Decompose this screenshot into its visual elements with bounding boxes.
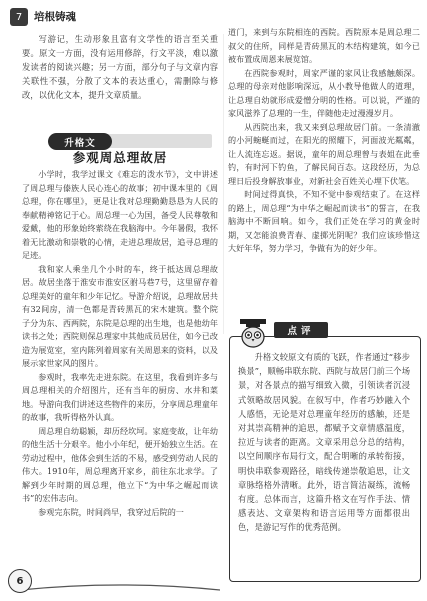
- article-paragraph: 小学时，我学过课文《难忘的泼水节》，文中讲述了周总理与傣族人民心连心的故事；初中课本里的《周总理，你在哪里》，更是让我对总理勤勤恳恳为人民的奉献精神铭记于心。周总理一心为国，备受人民尊敬和爱戴，他的形象始终萦绕在我脑海中。今年暑假，我怀着无比激动和崇敬的心情，走进总理故居，追寻总理的足迹。: [22, 169, 218, 260]
- section-badge: 7: [10, 8, 28, 26]
- article-body-left: [22, 168, 218, 519]
- section-title: 培根铸魂: [34, 11, 76, 23]
- intro-paragraph: 写游记，生动形象且富有文学性的语言至关重要。原文一方面，没有运用修辞，行文平淡，难以激发读者的阅读兴趣；另一方面，部分句子与文章内容关联性不强，分散了文本的表达重心，需删除与修改，以优化文本，提升文章质量。: [22, 34, 218, 100]
- article-paragraph: 参观完东院，时间尚早，我穿过后院的一: [38, 506, 184, 517]
- article-paragraph: 时间过得真快，不知不觉中参观结束了。在这样的路上，周总理“为中华之崛起而读书”的誓言，在我脑海中不断回响。如今，我们正处在学习的黄金时期，又怎能浪费青春、虚掷光阴呢？我们应该珍惜这大好年华，努力学习，争做有为的好少年。: [228, 189, 420, 253]
- page-number: 6: [8, 569, 32, 593]
- comment-text: 升格文较原文有质的飞跃，作者通过“移步换景”，顺畅串联东院、西院与故居门前三个场景，对各景点的描写细致入微，引领读者沉浸式领略故居风貌。在叙写中，作者巧妙融入个人感悟，无论是对总理童年经历的感触，还是对其崇高精神的追思，都赋予文章情感温度，拉近与读者的距离。文章采用总分总的结构，以空间顺序布局行文，配合明晰的承转衔接，明快串联参观路径，暗线传递崇敬追思，让文章脉络格外清晰。此外，语言简洁凝练，流畅有度。总体而言，这篇升格文在写作手法、情感表达、文章架构和语言运用等方面都很出色，是游记写作的优秀范例。: [238, 352, 410, 533]
- column-divider: [223, 34, 224, 334]
- article-paragraph: 参观时，我率先走进东院。在这里，我看到许多与周总理相关的介绍图片，还有当年的厨房、水井和菜地。导游向我们讲述这些物件的来历，分享周总理童年的故事，我听得格外认真。: [22, 371, 218, 422]
- upgrade-banner-label: 升格文: [48, 133, 112, 150]
- article-paragraph: 我和家人乘坐几个小时的车，终于抵达周总理故居。故居坐落于淮安市淮安区驸马巷7号，这里留存着总理美好的童年和少年记忆。导游介绍说，总理故居共有32间房，清一色都是青砖黑瓦的宋木建筑。整个院子分为东、西两院，东院是总理的出生地，也是他幼年读书之处；西院则保总理家中其他成员居住，如今已改造为展览室，室内陈列着周家有关周恩来的资料，以及展示家世家风的图片。: [22, 263, 218, 368]
- article-paragraph: 周总理自幼聪颖，却历经坎坷。家庭变故，让年幼的他生活十分艰辛。他小小年纪，便开始独立生活。在劳动过程中，他体会到生活的不易，感受到劳动人民的伟大。1910年，周总理离开家乡，前往东北求学。了解到少年时期的周总理，他立下“为中华之崛起而读书”的宏伟志向。: [22, 425, 218, 503]
- comment-tag: 点评: [274, 322, 328, 338]
- article-body-right: [228, 26, 420, 256]
- article-paragraph: 从西院出来，我又来到总理故居门前。一条清澈的小河蜿蜒而过，在阳光的照耀下，河面波光粼粼，让人流连忘返。据说，童年的周总理曾与表姐在此垂钓，有时河下钓鱼，了解民间百态。这段经历，为总理日后投身解放事业，对新社会百姓关心埋下伏笔。: [228, 121, 420, 186]
- banner-bar: [96, 134, 212, 148]
- owl-mascot-icon: [236, 318, 270, 348]
- article-paragraph: 道门，来到与东院相连的西院。西院原本是周总理二叔父的住所，同样是青砖黑瓦的木结构建筑，如今已被布置成周恩来展览馆。: [228, 27, 420, 64]
- footer-curve: [20, 580, 220, 594]
- article-title: 参观周总理故居: [72, 150, 168, 165]
- article-paragraph: 在西院参观时，周家严谨的家风让我感触颇深。总理的母亲对他影响深远，从小教导他做人的道理，让总理自幼就形成爱憎分明的性格。可以说，严谨的家风滋养了总理的一生，伴随他走过漫漫岁月。: [228, 67, 420, 118]
